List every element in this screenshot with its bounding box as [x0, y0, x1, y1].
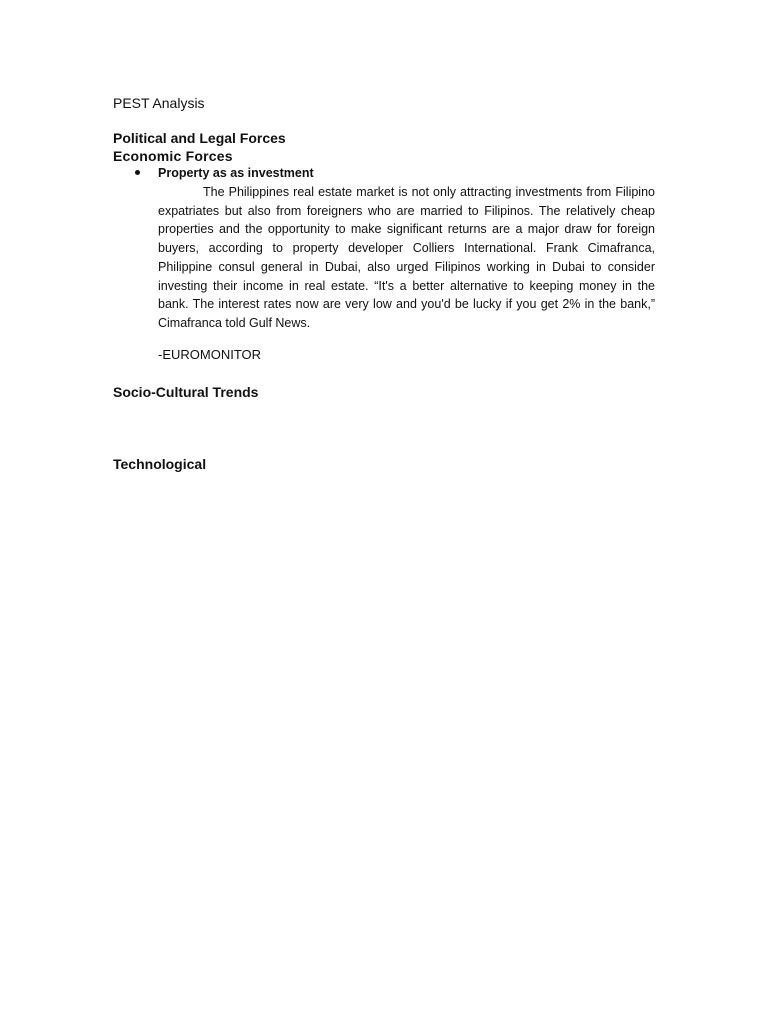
bullet-dot-icon — [135, 166, 143, 174]
economic-item-heading: Property as as investment — [158, 166, 314, 180]
source-citation: -EUROMONITOR — [158, 347, 262, 362]
bullet-dot-shape — [135, 170, 140, 175]
section-heading-socio-cultural: Socio-Cultural Trends — [113, 384, 259, 400]
economic-item-paragraph: The Philippines real estate market is not only attracting investments from Filipino expatriates but also from foreigners who are married to Filipinos. The relatively cheap properties and the opportunity to make significant returns are a major draw for foreign buyers, according to property developer Colliers International. Frank Cimafranca, Philippine consul general in Dubai, also urged Filipinos working in Dubai to consider investing their income in real estate. “It's a better alternative to keeping money in the bank. The interest rates now are very low and you'd be lucky if you get 2% in the bank,” Cimafranca told Gulf News. — [158, 185, 655, 330]
section-heading-technological: Technological — [113, 456, 207, 472]
section-heading-economic: Economic Forces — [113, 148, 233, 164]
section-heading-political: Political and Legal Forces — [113, 130, 286, 146]
document-title: PEST Analysis — [113, 95, 205, 111]
